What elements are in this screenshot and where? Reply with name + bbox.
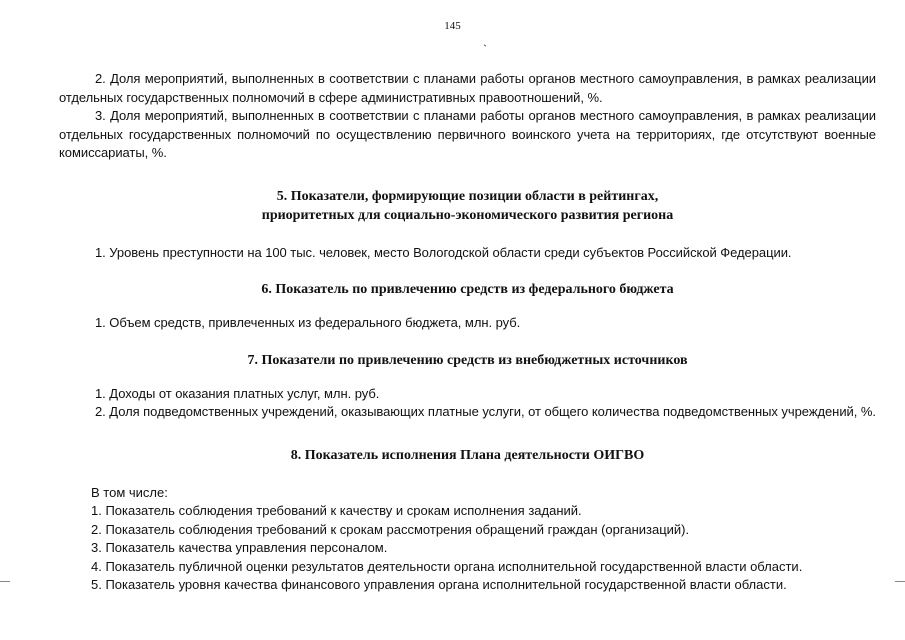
- section-7-heading: 7. Показатели по привлечению средств из внебюджетных источников: [247, 352, 688, 368]
- section-5-heading-line-2: приоритетных для социально-экономического развития региона: [261, 207, 674, 223]
- list-item: 2. Доля подведомственных учреждений, оказывающих платные услуги, от общего количества подведомственных учреждений, %.: [95, 404, 876, 419]
- list-item: 1. Уровень преступности на 100 тыс. человек, место Вологодской области среди субъектов Российской Федерации.: [95, 244, 792, 260]
- intro-block: [59, 70, 876, 163]
- intro-paragraph: 2. Доля мероприятий, выполненных в соответствии с планами работы органов местного самоуправления, в рамках реализации отдельных государственных полномочий в сфере административных правоотношений, %.: [59, 71, 876, 105]
- list-intro: В том числе:: [91, 484, 168, 500]
- list-item: 4. Показатель публичной оценки результатов деятельности органа исполнительной государственной власти области.: [91, 558, 803, 574]
- page-number: 145: [444, 20, 461, 32]
- section-5-heading-line-1: 5. Показатели, формирующие позиции области в рейтингах,: [276, 188, 659, 204]
- left-edge-mark: [0, 581, 10, 582]
- list-item: 1. Показатель соблюдения требований к качеству и срокам исполнения заданий.: [91, 503, 582, 518]
- list-item: 1. Объем средств, привлеченных из федерального бюджета, млн. руб.: [95, 315, 521, 330]
- tick-mark: `: [483, 42, 487, 56]
- section-6: [59, 281, 876, 333]
- list-item: 5. Показатель уровня качества финансового управления органа исполнительной государственной власти области.: [91, 577, 787, 592]
- section-6-heading: 6. Показатель по привлечению средств из федерального бюджета: [261, 282, 674, 297]
- section-8-heading: 8. Показатель исполнения Плана деятельности ОИГВО: [290, 447, 645, 463]
- section-8: [59, 447, 876, 595]
- list-item: 2. Показатель соблюдения требований к срокам рассмотрения обращений граждан (организаций).: [91, 521, 690, 537]
- list-item: 3. Показатель качества управления персоналом.: [91, 540, 388, 555]
- list-item: 1. Доходы от оказания платных услуг, млн. руб.: [95, 385, 380, 401]
- section-7: [59, 352, 876, 422]
- document-body: [59, 70, 876, 595]
- right-edge-mark: [895, 581, 905, 582]
- intro-paragraph: 3. Доля мероприятий, выполненных в соответствии с планами работы органов местного самоуправления, в рамках реализации отдельных государственных полномочий по осуществлению первичного воинского учета на территориях, где отсутствуют военные комиссариаты, %.: [59, 108, 876, 160]
- section-5: [59, 187, 876, 263]
